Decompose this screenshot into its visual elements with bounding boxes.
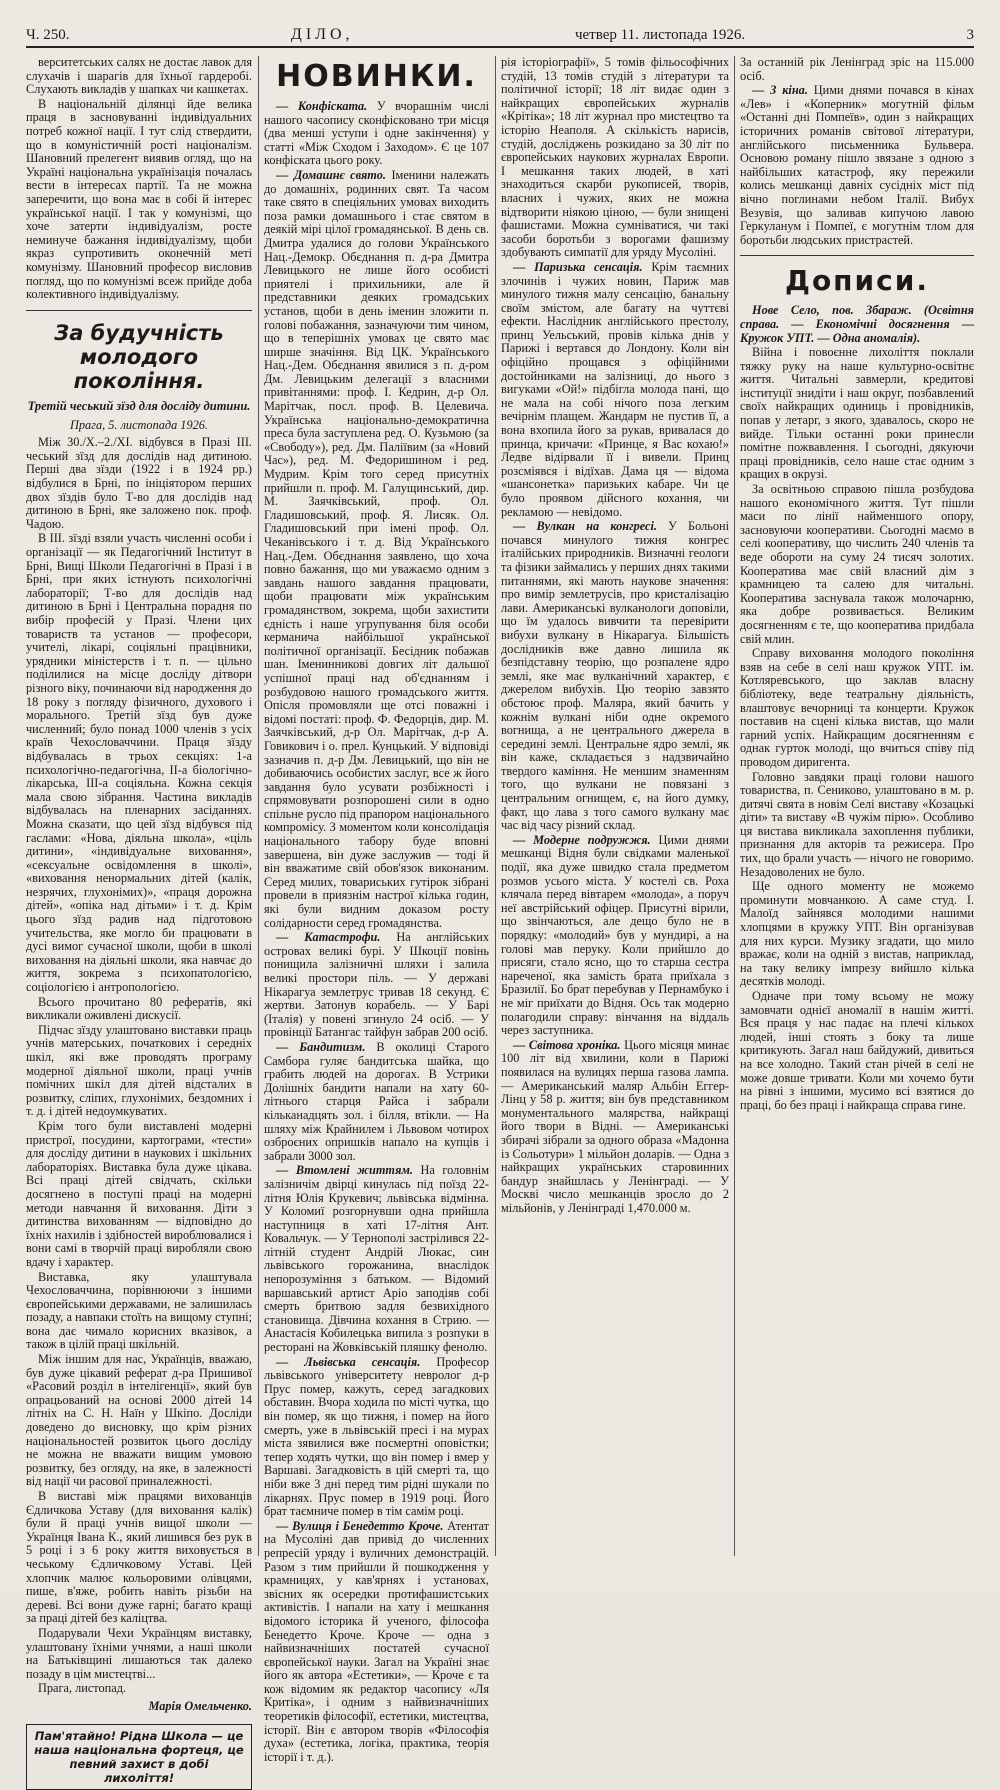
paragraph: Виставка, яку улаштувала Чехословаччина, порівнюючи з іншими європейськими державами, не залишилась позаду, а навпаки стоїть на вищому ступні; вона дає чимало корисних вказівок, а також в цілій праці шкільній.: [26, 1269, 252, 1352]
news-item-tag: — Львівська сенсація.: [276, 1354, 421, 1369]
paragraph: Головно завдяки праці голови нашого товариства, п. Сениково, улаштовано в м. р. дитячі свята в новім Селі виставу «Козацькі діти» та виставу «В чужім пірю». Особливо ця вистава викликала захоплення публики, признання для акторів та режисера. Про тих, що брали участь — нічого не говоримо. Незадоволених не було.: [740, 769, 974, 879]
separator: [26, 310, 252, 311]
news-item-text: Цими днями мешканці Відня були свідками маленької події, яка дуже швидко стала предметом розмов усього міста. У костелі св. Роха клячала перед вівтарем «молода», а поруч неї австрійський офіцер. Присутні вірили, що звінчаються, але дещо було не в порядку: «молодий» був у мундирі, а на голові мав перуку. Коли прийшло до присяги, стало ясно, що то старша сестра нареченої, яка замість брата приїхала з Бразилії. Бо брат перебував у Пернамбуко і не міг приїхати до Відня. Ось так модерно полагодили справу: вінчання на віддаль через заступника.: [501, 832, 729, 1038]
issue-number: Ч. 250.: [26, 27, 70, 43]
news-item-text: Цього місяця минає 100 літ від хвилини, коли в Парижі появилася на вулицях перша газова лампа. — Американський маляр Альбін Еггер-Лінц у 58 р. життя; він був представником монументального малярства, найкращі його твори в Відні. — Американські збирачі зібрали за одного образа «Мадонна із Сольотури» 1 мільйон доларів. — Одна з найкращих українських старовинних бандур знайшлась у Ленінграді. — У Москві число мешканців зросло до 2 мільйонів, у Ленінграді 1,470.000 м.: [501, 1037, 729, 1215]
article-subtitle: Третій чеський зїзд для досліду дитини.: [27, 398, 251, 413]
issue-date: четвер 11. листопада 1926.: [574, 27, 746, 43]
news-item-text: Професор львівського університету невролог д-р Прус помер, кажуть, серед загадкових обставин. Вчора ходила по місті чутка, що він помер, як що тижня, і помер на його смерть, уже в львівській пресі і на мурах міста зявилися вже посмертні оповістки; тепер ходять чутки, що він помер і вмер у Варшаві. Загадковість в цій смерті та, що ніби вже 3 дні перед тим рідні шукали по лікарнях. Прус помер в 1919 році. Його брат таємниче помер в тім самім році.: [264, 1354, 489, 1519]
news-item-text: На англійських островах великі бурі. У Шкоції повінь понищила залізничні шляхи і залила великі простори піль. — У державі Нікарагуа землетрус тривав 18 секунд. Є жертви. Затонув корабель. — У Барі (Італія) у повені згинуло 24 осіб. — У провінції Батангас тайфун забрав 200 осіб.: [264, 930, 489, 1040]
news-item-tag: — Паризька сенсація.: [513, 259, 643, 274]
paragraph: Крім того були виставлені модерні пристрої, посудини, картограми, «тести» для досліду дитини в наукових і шкільних лабораторіях. Виставка була дуже цікава. Всі праці дітей свідчать, скільки досягнено в поступі праці на модерні методи навчання й виховання. Діти з дитинства вихованням — відповідно до їхніх нахилів і здібностей вироблювалися і вони самі в творчій праці виробляли свою вдачу і характер.: [26, 1118, 252, 1269]
masthead-title: ДІЛО,: [290, 26, 354, 43]
news-item: [264, 1356, 489, 1519]
dateline: Прага, 5. листопада 1926.: [70, 417, 208, 432]
column-2: [264, 56, 490, 1764]
article-body: [26, 436, 252, 1696]
news-item-tag: — Домашнє свято.: [276, 167, 386, 182]
news-item-text: На головнім залізничім двірці кинулась під поїзд 22-літня Юлія Крукевич; львівська відмінна. У Коломиї розгорнувши одна прийшла наступниця в хаті 17-літня Ант. Ковальчук. — У Тернополі застрілився 22-літній студент Андрій Люкас, син львівського горожанина, внаслідок непорозуміння з батьком. — Відомий варшавський артист Аріо заподіяв собі смерть бритвою задля безвихідного становища. Дівчина кохання в Стрию. — Анастасія Кобилецька випила з розпуки в ресторані на Жовківській пляшку фенолю.: [264, 1163, 489, 1355]
news-item: [264, 100, 489, 168]
news-item: [264, 169, 489, 930]
news-item-tag: — Катастрофи.: [276, 930, 381, 945]
news-item-text: Атентат на Мусоліні дав привід до численних репресій уряду і вуличних демонстрацій. Разом з тим прийшли й пошкодження у крамницях, у кав'ярнях і установах, звісних як осередки протифашистських активістів. І напали на хату і мешкання відомого історика й ученого, філософа Бенедетто Кроче. Кроче — одна з найвизначніших постатей сучасної європейської науки. Загал на Україні знає його як автора «Естетики», — Кроче є та кож відомим як редактор часопису «Ля Критіка», і одним з найвизначніших теоретиків філософії, естетики, мистецтва, історії. Він є автором творів «Філософія духа» (естетика, логіка, практика, теорія історії і т. д.).: [264, 1518, 490, 1764]
paragraph: Між іншим для нас, Українців, вважаю, був дуже цікавий реферат д-ра Пришивої «Расовий розділ в інтелігенції», який був опрацьований на основі 2000 дітей 14 літніх на С. Н. Наїн у Шкіпо. Досліди доведено до висновку, що крім різних національностей розвиток цього досліду не можна не вважати вищим умовою розвитку, без огляду, на яке, в залежності від нації чи расової приналежності.: [26, 1352, 252, 1489]
news-item: [264, 1041, 489, 1163]
section-title: Дописи.: [785, 264, 929, 298]
paragraph: За освітньою справою пішла розбудова нашого економічного життя. Тут пішли маси по лінії найменшого опору, засновуючи кооперативи. Сьогодні маємо в селі кооперативу, що числить 240 членів та веде обороти на суму 24 тисяч золотих. Кооператива має свій власний дім з крамницею та салею для читальні. Кооператива заснувала також молочарню, яка добре розвивається. Великим досягненням є те, що кооператива придбала свій млин.: [740, 482, 974, 646]
continued-article: [26, 56, 252, 302]
continued-paragraph: За останній рік Ленінград зріс на 115.000 осіб.: [740, 55, 974, 83]
news-items: [264, 100, 489, 1764]
news-item-tag: — Світова хроніка.: [513, 1037, 621, 1052]
news-item-text: У вчорашнім числі нашого часопису сконфісковано три місця (два менші уступи і одне закінчення) у статті «Між Сходом і Заходом». Є це 107 конфіската цього року.: [264, 99, 489, 168]
letters-body: [740, 346, 974, 1112]
news-item-tag: — Вулкан на конгресі.: [513, 519, 657, 534]
paragraph: Війна і повоєнне лихоліття поклали тяжку руку на наше культурно-освітнє життя. Читальні завмерли, кредитові інституції знидіти і наш округ, позбавлений своїх найкращих одиниць і провідників, попав у летарг, з якого, здавалось, скоро не вийде. Тільки останні роки принесли помітне пожвавлення. І сьогодні, дякуючи праці провідників, село наше стає одним з кращих в окрузі.: [740, 345, 974, 482]
news-item: [740, 84, 974, 247]
news-item-text: У Больоні почався минулого тижня конгрес італійських природників. Визначні геологи та фізики займались у перших днях такими питаннями, які мають наукове значення: про вимір землетрусів, про кристалізацію лави. Американські вулканологи доповіли, що їм удалось вивчити та перевірити вибухи вулкану в Нікарагуа. Більшість дослідників вже давно лишила як безпідставну теорію, що розпалене ядро землі, яке має вулканічний характер, є джерелом вибухів. Цю теорію завзято обстоює проф. Маляра, який бачить у кожнім вулкані ніби одне окремого вогнища, а не центрального джерела в середині землі. Центральне ядро землі, як він каже, складається з надзвичайно твердого каміння. Не меншим знаменням того, що вулкани не повязані з центральним огнищем, є, на його думку, факт, що лава з того самого вулкану має час від часу різний склад.: [501, 519, 729, 833]
news-item: [501, 261, 729, 519]
news-item: [501, 1039, 729, 1216]
paragraph: Всього прочитано 80 рефератів, які викликали оживлені дискусії.: [26, 994, 252, 1023]
paragraph: Ще одного моменту не можемо проминути мовчанкою. А саме студ. І. Малоїд зайнявся молодими нашими хлопцями в кружку УПТ. Він організував для них курси. Музику згадати, що мило вражає, коли на одній з вистав, наприклад, на таку велику імпрезу вийшло кілька десятків молоді.: [740, 879, 974, 989]
news-item-tag: — Модерне подружжя.: [513, 832, 651, 847]
news-item-text: Крім таємних злочинів і чужих новин, Париж мав минулого тижня малу сенсацію, банальну своїм змістом, але багату на чуттєві ефекти. Наслідник англійського престолу, принц Уельський, провів кілька днів у Парижі і вертався до Лондону. Коли він офіційно прощався з офіційними достойниками на залізниці, до нього з вигуками «Ой!» підбігла молода пані, що не мала на собі нічого поза легким вечірнім плащем. Жандарм не пустив її, а вона вхопила його за рукав, вривалася до принца, кричачи: «Принце, я Вас кохаю!» Ледве відірвали її і вивели. Принц розсміявся і відїхав. Дама ця — відома «шансонетка» паризьких кабаре. Чи це було проявом дійсного кохання, чи рекламою — невідомо.: [501, 259, 729, 519]
news-item-tag: — З кіна.: [752, 83, 808, 98]
paragraph: Справу виховання молодого покоління взяв на себе в селі наш кружок УПТ. ім. Котляревського, що заклав власну бібліотеку, веде театральну діяльність, влаштовує вечорниці та концерти. Кружок поставив на сцені кілька вистав, що мали гарний успіх. Найкращим досягненням є однак гурток молоді, що вчиться співу під проводом диригента.: [740, 646, 974, 769]
paragraph: верситетських салях не достає лавок для слухачів і шарагів для їхньої гардеробі. Слухають викладів у шапках чи кашкетах.: [26, 55, 252, 97]
news-items: [740, 84, 974, 247]
signature: Марія Омельченко.: [148, 1698, 252, 1713]
news-item: [264, 931, 489, 1040]
news-item: [264, 1164, 489, 1354]
column-4: [740, 56, 974, 1576]
columns: [26, 55, 974, 1785]
paragraph: Підчас зїзду улаштовано виставки праць учнів матерських, початкових і середніх шкіл, які вже проводять програму модерної діяльної школи, праці учнів помічних шкіл для дітей відсталих в розвитку, сліпих, глухонімих, бездомних і т. д. і дітей недоумкуватих.: [26, 1022, 252, 1119]
letter-header: Нове Село, пов. Збараж. (Освітня справа. — Економічні досягнення — Кружок УПТ. — Одна аномалія).: [740, 303, 974, 345]
news-item-text: Цими днями почався в кінах «Лев» і «Коперник» могутній фільм «Останні дні Помпеїв», один з найкращих історичних романів світової літератури, англійського письменника Бульвера. Основою роману пішло звязане з одною з найбільших катастроф, яку пережили колись мешканці давніх сусідніх міст під вічно поглинами небом Італії. Вибух Везувія, що заливав кипучою лавою Геркуланум і Помпеї, є могутнім тлом для боротьби людських пристрастей.: [740, 83, 974, 247]
news-item-tag: — Вулиця і Бенедетто Кроче.: [276, 1518, 444, 1533]
paragraph: В III. зїзді взяли участь численні особи і організації — як Педагогічний Інститут в Брні, Вищі Школи Педагогічні в Празі і в Брні, при яких істнують психологічні лабораторії; Т-во для дослідів над дитиною в Брні і Центральна порадня по вибір професій у Празі. Члени цих товариств та установ — професори, учителі, лікарі, соціяльні працівники, урядники міністерств і т. п. — цільно поділилися на місце досліду дітвори різного віку, починаючи від народження до 18 року з погляду фізичного, духового і морального. Третій зїзд був дуже численний; було понад 1000 членів з усіх країв Чехословаччини. Праця зїзду відбувалась в трьох секціях: 1-а психологічно-педагогічна, II-а біологічно-лікарська, III-а соціяльна. Кожна секція мала свою зібрання. Частина викладів відбувалась на пленарних засіданнях. Можна сказати, що цей зїзд відбувся під гаслами: «Нова, діяльна школа», «ціль дитини», «індивідуальне виховання», «сексуальне освідомлення в школі», «виховання ненормальних дітей (калік, незрячих, глухонімих)», «праця дорожна дітей», «опіка над дітьми» і т. д. Крім цього зїзд радив над підготовою учительства, яке могло би працювати в дусі вимог сучасної школи, щоби в школі виховання на діяльні школи, яка навчає до життя, зокрема з психопатологією, соціологією і антропологією.: [26, 531, 252, 995]
news-item: [264, 1520, 489, 1765]
page-number: 3: [966, 27, 974, 43]
paragraph: Подарували Чехи Українцям виставку, улаштовану їхніми учнями, а наші школи на Батьківщині лишаються так далеко позаду в цім мистецтві...: [26, 1625, 252, 1681]
article-title: За будучність молодого покоління.: [54, 320, 224, 393]
continued-paragraph: рія історіографії», 5 томів фільософічних студій, 13 томів студій з літератури та політичної історії; 18 літ видає один з найкращих європейських журналів «Крітіка»; 18 літ журнал про мистецтво та історію Неаполя. А скількість нарисів, студій, досліджень розкидано за 30 літ по європейських наукових журналах Европи. І мешкання таких людей, в хаті знаходиться скарби рукописей, творів, власних і чужих, яких не можна відтворити ніякою ціною, — були знищені фашистами. Можна сумніватися, чи такі засоби боротьби з ворогами фашизму здобувають симпатії для уряду Мусоліні.: [501, 55, 729, 260]
news-item-tag: — Бандитизм.: [276, 1039, 366, 1054]
page-header: [26, 18, 974, 48]
paragraph: В виставі між працями вихованців Єдличкова Уставу (для виховання калік) були й праці учнів вищої школи — Українця Івана К., який лишився без рук в 5 році і з 6 року життя виховується в чеському Єдличковому Уставі. Цей хлопчик малює кольоровими олівцями, пише, в'яже, робить навіть різьби на дереві. Всі вони дуже гарні; багато кращі за праці дітей без каліцтва.: [26, 1489, 252, 1626]
column-3: [501, 56, 729, 1576]
news-item: [501, 834, 729, 1038]
paragraph: Одначе при тому всьому не можу замовчати однієї аномалії в нашім житті. Вся праця у нас падає на плечі кількох людей, інші стоять з боку та лише критикують. Загал наш байдужий, дивиться на все холодно. Такий стан річей в селі не може довше тривати. Коли ми хочемо бути на рівні з іншими, мусимо всі взятися до праці, бо без праці і найкраща справа гине.: [740, 989, 974, 1112]
paragraph: Між 30./X.–2./XI. відбувся в Празі III. чеський зїзд для дослідів над дитиною. Перші два зїзди (1922 і в 1924 рр.) відбулися в Брні, по ініціятором перших двох зїздів було Т-во для дослідів над дитиною в Брні, яке заложено пок. проф. Чадою.: [26, 435, 252, 531]
news-item-tag: — Втомлені життям.: [276, 1163, 413, 1178]
news-items: [501, 261, 729, 1216]
news-item-text: Іменини належать до домашніх, родинних свят. Та часом таке свято в спеціяльних умовах виходить поза рамки домашнього і стає святом в деякій мірі цілої громадянської. В день св. Дмитра удалися до голови Українського Нац.-Демокр. Обєднання п. д-ра Дмитра Левицького не лише його особисті приятелі і прихильники, але й представники деяких громадських установ, щоби в день іменин зложити п. голові побажання, зазначуючи тим чином, що в теперішніх умовах це свято має ширше значіння. Від ЦК. Українського Нац.-Дем. Обєднання явилися з п. д-ром Дм. Левицьким делегації з власними привітаннями: проф. І. Кедрин, д-р Ол. Марітчак, посл. проф. В. Целевича. Українська національно-демократична преса була заступлена ред. О. Кузьмою (за «Свободу»), ред. Дм. Паліївим (за «Новий Час»), ред. М. Федоришином і ред. Мудрим. Крім того серед присутніх прийшли п. проф. М. Галущинський, дир. М. Заячківський, проф. Ол. Гладишовський, проф. Я. Лисяк. Ол. Гладишовський при імені проф. Ол. Чеканівського і т. д. Від Українського Нац.-Дем. Обєднання заявлено, що хоча повно бажання, що ми уважаємо одним з завдань нашого завдання працювати, щоби працювати між українським громадянством, зокрема, щоби захистити єдність і наше угрупування біля особи керманича найбільшої української політичної організації. Бесідник побажав шан. Іменинникові довгих літ дальшої успішної праці над об'єднанням і розбудовою нашого громадського життя. Опісля промовляли ще отсі поважні і відомі постаті: проф. Ф. Федорців, дир. М. Заячківський, д-р Ол. Марітчак, д-р А. Говикович і о. прел. Кунцький. У відповіді зазначив п. д-р Дм. Левицький, що він не добиваючись особистих заслуг, все ж його завдання було усувати розбіжності і спрямовувати розпорошені сили в одно спільне русло під прапором національного компромісу. З моментом коли консолідація національного табору буде вповні завершена, він дуже заслужив — тоді й він вважатиме свій обов'язок виконаним. Серед милих, товариських гутірок зібрані провели в приязнім настрої кілька годин, які були видним доказом росту солідарности серед громадянства.: [264, 167, 489, 930]
section-title: НОВИНКИ.: [276, 59, 477, 94]
news-item-tag: — Конфіската.: [276, 99, 368, 113]
paragraph: Прага, листопад.: [38, 1681, 127, 1696]
news-item: [501, 520, 729, 833]
news-item-text: В околиці Старого Самбора гуляє бандитська шайка, що грабить людей на дорогах. В Устрики Долішніх бандити напали на хату 60-літнього старця Райса і забрали кільканадцять зол. і білля, втікли. — На шляху між Крайнилем і Львовом чотирох озброєних опришків напало на купців і забрали 3000 зол.: [264, 1039, 489, 1163]
separator: [740, 255, 974, 256]
boxed-notice: Пам'ятайно! Рідна Школа — це наша національна фортеця, це певний захист в добі лихоліття!: [26, 1724, 252, 1790]
paragraph: В національній ділянці йде велика праця в засновуванні індивідуальних потреб кожної нації. І тут слід ствердити, що в комуністичній рості націоналізм. Шановний прелегент виявив огляд, що на Україні національна українізація почалась вести в інтересах партії. Та не можна заперечити, що вона має в собі й інтерес української нації. І так у комунізмі, що хоче затерти індивідуалізм, росте неминуче бажання індивідуалізму, щоби якраз супротивить оконечній меті комунізму. Шановний професор висловив погляд, що по комунізмі всеж прийде доба колективного індивідуалізму.: [26, 96, 252, 302]
column-1: [26, 55, 252, 1785]
